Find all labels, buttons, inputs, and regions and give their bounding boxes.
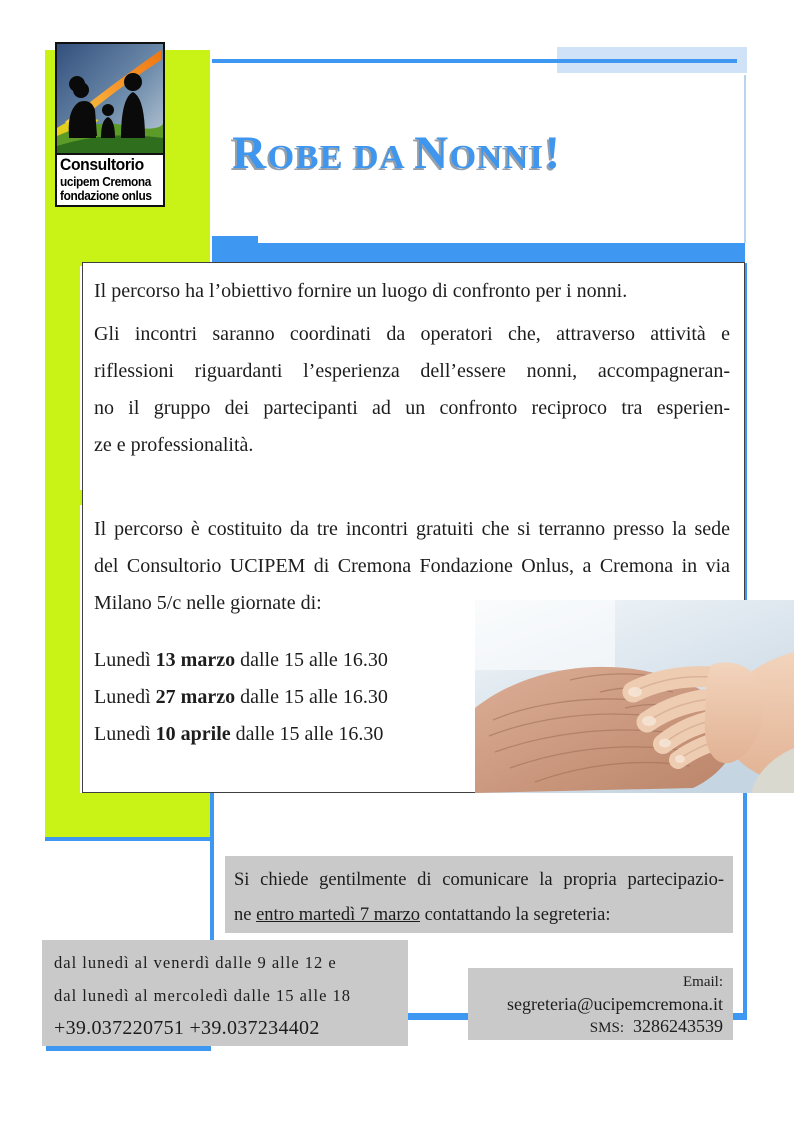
notice-line2-pre: ne bbox=[234, 905, 257, 925]
notice-deadline: entro martedì 7 marzo bbox=[256, 905, 420, 925]
schedule-intro-line: Milano 5/c nelle giornate di: bbox=[94, 592, 322, 614]
sms-line bbox=[476, 1015, 723, 1040]
intro-paragraph-1: Il percorso ha l’obiettivo fornire un luogo di confronto per i nonni. bbox=[94, 280, 628, 302]
phone-numbers: +39.037220751 +39.037234402 bbox=[54, 1017, 320, 1039]
notice-line2-post: contattando la segreteria: bbox=[419, 905, 611, 925]
page-title bbox=[0, 126, 794, 180]
intro-paragraph-2-line: riflessioni riguardanti l’esperienza dell’essere nonni, accompagneran- bbox=[94, 360, 730, 382]
hours-box-blue-underline bbox=[46, 1046, 211, 1051]
consultorio-logo bbox=[55, 42, 165, 207]
sms-number: 3286243539 bbox=[633, 1016, 723, 1036]
logo-line2: ucipem Cremona bbox=[60, 175, 152, 189]
schedule-intro-line: del Consultorio UCIPEM di Cremona Fondazione Onlus, a Cremona in via bbox=[94, 555, 730, 577]
section-blue-bar bbox=[212, 243, 745, 263]
contact-box bbox=[468, 968, 733, 1040]
intro-paragraph-2-line: Gli incontri saranno coordinati da operatori che, attraverso attività e bbox=[94, 323, 730, 345]
title-initial-1: R bbox=[232, 127, 268, 179]
intro-text-box bbox=[82, 262, 745, 505]
participation-notice-box bbox=[225, 856, 733, 933]
secretariat-hours-box bbox=[42, 940, 408, 1046]
date-time: dalle 15 alle 16.30 bbox=[235, 649, 388, 671]
notice-line-2 bbox=[234, 898, 724, 933]
sms-label: SMS: bbox=[589, 1020, 624, 1036]
under-green-blue-rule bbox=[45, 837, 212, 841]
notice-line-1: Si chiede gentilmente di comunicare la propria partecipazio- bbox=[234, 870, 724, 890]
date-value: 10 aprile bbox=[155, 723, 231, 745]
date-value: 27 marzo bbox=[155, 686, 236, 708]
hours-line-1: dal lunedì al venerdì dalle 9 alle 12 e bbox=[54, 953, 337, 972]
title-initial-2: N bbox=[414, 127, 450, 179]
top-blue-rule bbox=[212, 59, 737, 63]
title-smallcaps-1: OBE DA bbox=[267, 139, 415, 176]
left-blue-vertical-line bbox=[210, 793, 214, 940]
intro-paragraph-2-line: ze e professionalità. bbox=[94, 434, 254, 456]
date-time: dalle 15 alle 16.30 bbox=[235, 686, 388, 708]
email-address: segreteria@ucipemcremona.it bbox=[507, 994, 723, 1014]
schedule-intro-line: Il percorso è costituito da tre incontri gratuiti che si terranno presso la sede bbox=[94, 518, 730, 540]
date-prefix: Lunedì bbox=[94, 723, 156, 745]
date-prefix: Lunedì bbox=[94, 686, 156, 708]
logo-line1: Consultorio bbox=[60, 156, 144, 174]
date-value: 13 marzo bbox=[155, 649, 236, 671]
logo-line3: fondazione onlus bbox=[60, 189, 152, 203]
title-smallcaps-2: ONNI bbox=[449, 139, 545, 176]
email-label: Email: bbox=[683, 974, 723, 990]
date-prefix: Lunedì bbox=[94, 649, 156, 671]
hours-line-2: dal lunedì al mercoledì dalle 15 alle 18 bbox=[54, 986, 352, 1005]
grandparent-child-hands-photo bbox=[475, 600, 794, 793]
green-accent-bottom-block bbox=[45, 793, 210, 837]
date-time: dalle 15 alle 16.30 bbox=[230, 723, 384, 745]
intro-paragraph-2-line: no il gruppo dei partecipanti ad un confronto reciproco tra esperien- bbox=[94, 397, 730, 419]
title-exclamation: ! bbox=[544, 127, 562, 179]
